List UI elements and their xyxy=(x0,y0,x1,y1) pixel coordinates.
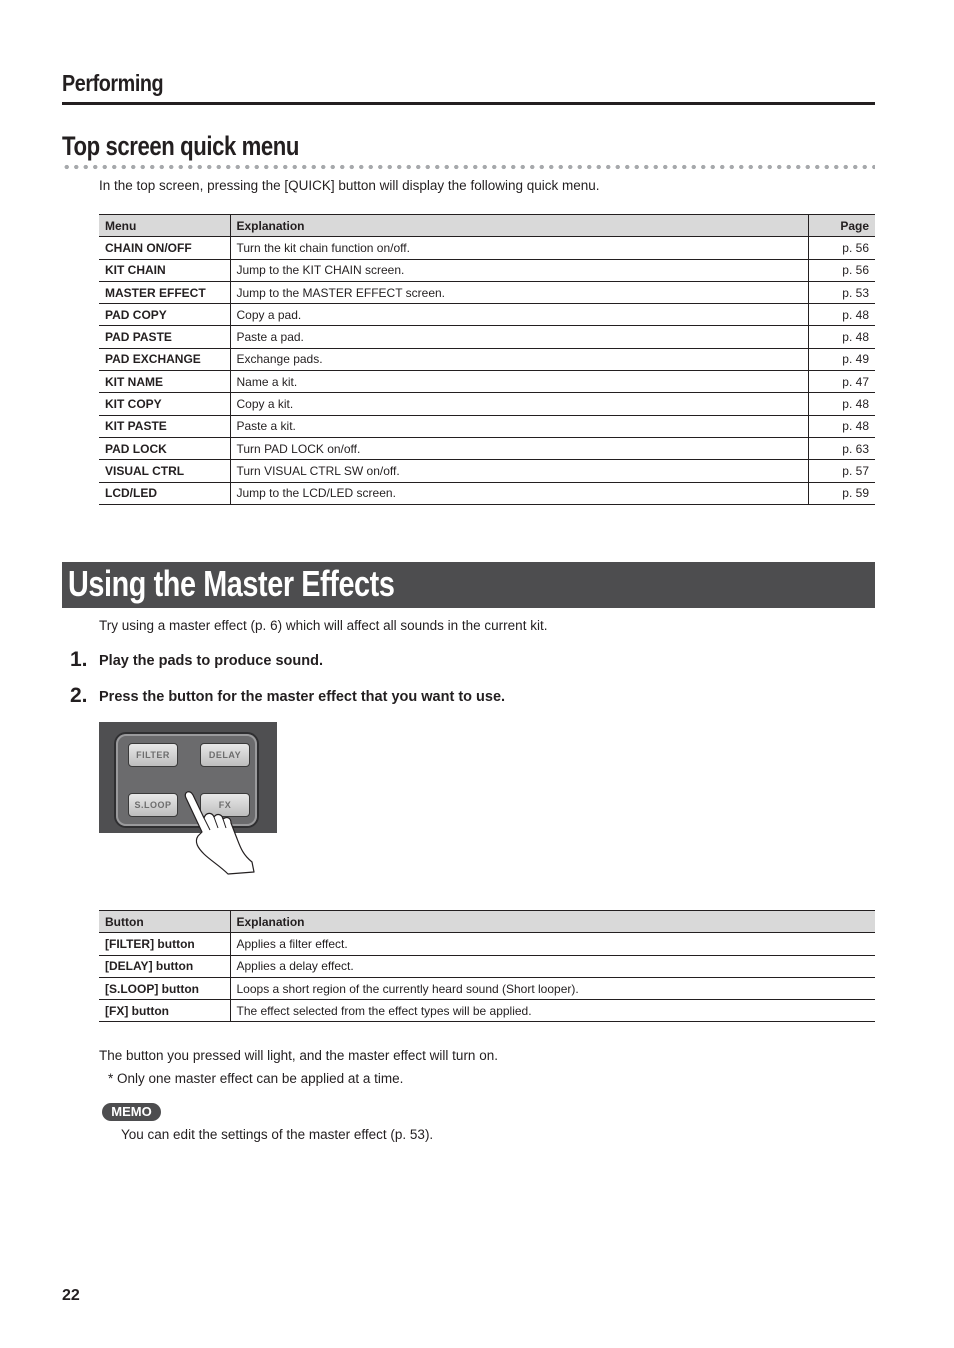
section-title-quick-menu: Top screen quick menu xyxy=(62,131,300,161)
table-cell: [FX] button xyxy=(99,1000,230,1022)
table-cell: [S.LOOP] button xyxy=(99,977,230,999)
table-cell: Copy a pad. xyxy=(230,304,808,326)
pointing-hand-icon xyxy=(180,790,260,880)
table-row xyxy=(99,437,875,459)
note-text: * Only one master effect can be applied at a time. xyxy=(108,1071,404,1086)
table-cell: PAD COPY xyxy=(99,304,230,326)
table-row xyxy=(99,326,875,348)
step-text: Play the pads to produce sound. xyxy=(99,653,323,669)
table-header-row xyxy=(99,911,875,933)
table-cell: Turn PAD LOCK on/off. xyxy=(230,437,808,459)
column-header-explanation: Explanation xyxy=(230,215,808,237)
table-cell: p. 56 xyxy=(808,259,875,281)
table-cell: Applies a delay effect. xyxy=(230,955,875,977)
table-cell: p. 59 xyxy=(808,482,875,504)
table-cell: KIT PASTE xyxy=(99,415,230,437)
quick-menu-table xyxy=(99,214,875,505)
table-cell: p. 48 xyxy=(808,326,875,348)
table-row xyxy=(99,304,875,326)
table-cell: p. 57 xyxy=(808,460,875,482)
table-cell: VISUAL CTRL xyxy=(99,460,230,482)
result-text: The button you pressed will light, and the master effect will turn on. xyxy=(99,1048,498,1063)
filter-button[interactable]: FILTER xyxy=(128,743,178,767)
table-cell: KIT COPY xyxy=(99,393,230,415)
delay-button[interactable]: DELAY xyxy=(200,743,250,767)
table-cell: Exchange pads. xyxy=(230,348,808,370)
memo-text: You can edit the settings of the master effect (p. 53). xyxy=(121,1127,434,1142)
table-cell: Copy a kit. xyxy=(230,393,808,415)
table-row xyxy=(99,259,875,281)
table-cell: The effect selected from the effect types will be applied. xyxy=(230,1000,875,1022)
table-cell: PAD EXCHANGE xyxy=(99,348,230,370)
table-cell: [DELAY] button xyxy=(99,955,230,977)
table-cell: Jump to the MASTER EFFECT screen. xyxy=(230,281,808,303)
table-row xyxy=(99,977,875,999)
column-header-page: Page xyxy=(808,215,875,237)
table-cell: Turn the kit chain function on/off. xyxy=(230,237,808,259)
table-cell: Jump to the LCD/LED screen. xyxy=(230,482,808,504)
table-row xyxy=(99,237,875,259)
table-cell: PAD LOCK xyxy=(99,437,230,459)
table-row xyxy=(99,955,875,977)
table-header-row xyxy=(99,215,875,237)
table-cell: Paste a kit. xyxy=(230,415,808,437)
table-cell: Turn VISUAL CTRL SW on/off. xyxy=(230,460,808,482)
table-cell: KIT NAME xyxy=(99,371,230,393)
table-cell: p. 48 xyxy=(808,415,875,437)
column-header-explanation: Explanation xyxy=(230,911,875,933)
table-cell: p. 53 xyxy=(808,281,875,303)
table-cell: p. 49 xyxy=(808,348,875,370)
table-cell: Jump to the KIT CHAIN screen. xyxy=(230,259,808,281)
dotted-divider xyxy=(62,164,875,170)
chapter-rule xyxy=(62,102,875,105)
table-cell: [FILTER] button xyxy=(99,933,230,955)
table-row xyxy=(99,460,875,482)
chapter-heading: Performing xyxy=(62,70,164,96)
step-number: 2. xyxy=(70,684,88,707)
table-cell: p. 47 xyxy=(808,371,875,393)
step-text: Press the button for the master effect that you want to use. xyxy=(99,689,506,705)
table-cell: PAD PASTE xyxy=(99,326,230,348)
table-cell: LCD/LED xyxy=(99,482,230,504)
table-row xyxy=(99,393,875,415)
effect-button-table xyxy=(99,910,875,1022)
column-header-menu: Menu xyxy=(99,215,230,237)
table-row xyxy=(99,371,875,393)
table-row xyxy=(99,482,875,504)
table-cell: Loops a short region of the currently heard sound (Short looper). xyxy=(230,977,875,999)
table-cell: MASTER EFFECT xyxy=(99,281,230,303)
step-number: 1. xyxy=(70,648,88,671)
table-cell: p. 63 xyxy=(808,437,875,459)
table-row xyxy=(99,348,875,370)
page-number: 22 xyxy=(62,1287,80,1304)
table-cell: Name a kit. xyxy=(230,371,808,393)
table-cell: p. 48 xyxy=(808,393,875,415)
quick-menu-intro: In the top screen, pressing the [QUICK] button will display the following quick menu. xyxy=(99,178,600,193)
table-cell: KIT CHAIN xyxy=(99,259,230,281)
memo-badge: MEMO xyxy=(102,1103,161,1121)
table-row xyxy=(99,933,875,955)
table-row xyxy=(99,1000,875,1022)
column-header-button: Button xyxy=(99,911,230,933)
sloop-button[interactable]: S.LOOP xyxy=(128,793,178,817)
fx-button[interactable]: FX xyxy=(200,793,250,817)
table-cell: Applies a filter effect. xyxy=(230,933,875,955)
table-cell: p. 48 xyxy=(808,304,875,326)
section-title-master-effects: Using the Master Effects xyxy=(68,563,395,604)
table-cell: CHAIN ON/OFF xyxy=(99,237,230,259)
table-cell: p. 56 xyxy=(808,237,875,259)
table-row xyxy=(99,415,875,437)
master-effects-intro: Try using a master effect (p. 6) which will affect all sounds in the current kit. xyxy=(99,618,548,633)
table-row xyxy=(99,281,875,303)
table-cell: Paste a pad. xyxy=(230,326,808,348)
